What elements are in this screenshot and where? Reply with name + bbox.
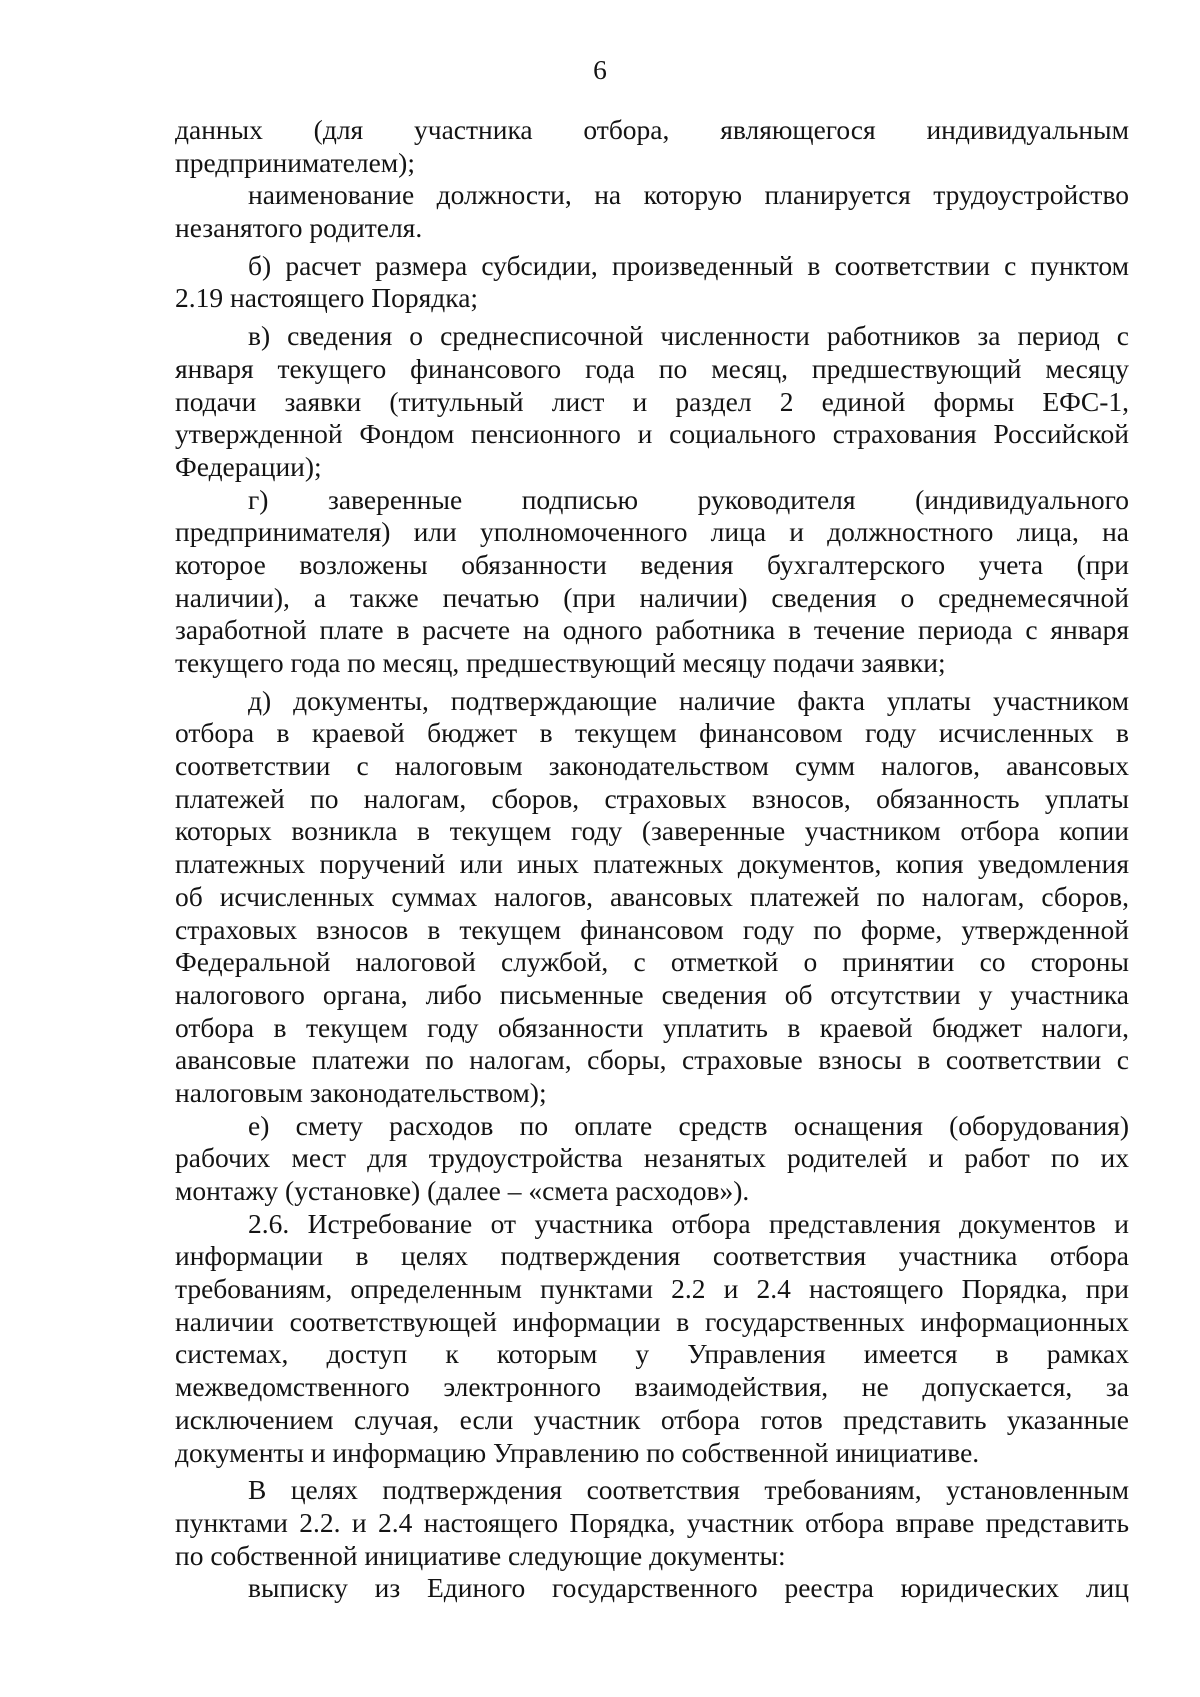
text-line: января текущего финансового года по месяц, предшествующий месяцу (175, 352, 1129, 384)
text-line: В целях подтверждения соответствия требованиям, установленным (248, 1474, 1129, 1506)
text-line: выписку из Единого государственного реестра юридических лиц (248, 1572, 1129, 1604)
text-line: отбора в краевой бюджет в текущем финансовом году исчисленных в (175, 717, 1129, 749)
text-line: страховых взносов в текущем финансовом году по форме, утвержденной (175, 913, 1129, 945)
text-line: документы и информацию Управлению по собственной инициативе. (175, 1436, 980, 1468)
text-line: об исчисленных суммах налогов, авансовых платежей по налогам, сборов, (175, 880, 1129, 912)
text-line: соответствии с налоговым законодательством сумм налогов, авансовых (175, 750, 1129, 782)
text-line: 2.6. Истребование от участника отбора представления документов и (248, 1207, 1129, 1239)
text-line: б) расчет размера субсидии, произведенный в соответствии с пунктом (248, 249, 1129, 281)
text-line: утвержденной Фондом пенсионного и социального страхования Российской (175, 418, 1129, 450)
text-line: в) сведения о среднесписочной численности работников за период с (248, 320, 1129, 352)
text-line: исключением случая, если участник отбора готов представить указанные (175, 1403, 1129, 1435)
text-line: г) заверенные подписью руководителя (индивидуального (248, 483, 1129, 515)
text-line: отбора в текущем году обязанности уплатить в краевой бюджет налоги, (175, 1011, 1129, 1043)
text-line: д) документы, подтверждающие наличие факта уплаты участником (248, 684, 1129, 716)
text-line: текущего года по месяц, предшествующий месяцу подачи заявки; (175, 647, 946, 678)
text-line: наличии), а также печатью (при наличии) сведения о среднемесячной (175, 581, 1129, 613)
text-line: налогового органа, либо письменные сведения об отсутствии у участника (175, 978, 1129, 1010)
text-line: которое возложены обязанности ведения бухгалтерского учета (при (175, 548, 1129, 580)
text-line: наличии соответствующей информации в государственных информационных (175, 1305, 1129, 1337)
text-line: пунктами 2.2. и 2.4 настоящего Порядка, участник отбора вправе представить (175, 1506, 1129, 1538)
text-line: платежных поручений или иных платежных документов, копия уведомления (175, 848, 1129, 880)
text-line: предпринимателем); (175, 146, 415, 178)
text-line: налоговым законодательством); (175, 1076, 547, 1108)
text-line: межведомственного электронного взаимодействия, не допускается, за (175, 1371, 1129, 1403)
text-line: предпринимателя) или уполномоченного лица и должностного лица, на (175, 516, 1129, 548)
document-body (175, 114, 1129, 1605)
text-line: Федерации); (175, 450, 322, 482)
text-line: системах, доступ к которым у Управления имеется в рамках (175, 1338, 1129, 1370)
text-line: которых возникла в текущем году (заверенные участником отбора копии (175, 815, 1129, 847)
text-line: по собственной инициативе следующие документы: (175, 1539, 786, 1571)
text-line: информации в целях подтверждения соответствия участника отбора (175, 1240, 1129, 1272)
text-line: 2.19 настоящего Порядка; (175, 282, 479, 314)
text-line: наименование должности, на которую планируется трудоустройство (248, 179, 1129, 211)
text-line: данных (для участника отбора, являющегося индивидуальным (175, 114, 1129, 145)
text-line: платежей по налогам, сборов, страховых взносов, обязанность уплаты (175, 782, 1129, 814)
text-line: Федеральной налоговой службой, с отметкой о принятии со стороны (175, 946, 1129, 978)
text-line: заработной плате в расчете на одного работника в течение периода с января (175, 614, 1129, 646)
text-line: подачи заявки (титульный лист и раздел 2 единой формы ЕФС-1, (175, 385, 1129, 417)
text-line: монтажу (установке) (далее – «смета расходов»). (175, 1175, 750, 1206)
text-line: е) смету расходов по оплате средств оснащения (оборудования) (248, 1109, 1129, 1141)
text-line: незанятого родителя. (175, 212, 423, 244)
text-line: требованиям, определенным пунктами 2.2 и 2.4 настоящего Порядка, при (175, 1273, 1129, 1305)
text-line: рабочих мест для трудоустройства незанятых родителей и работ по их (175, 1142, 1129, 1174)
text-line: авансовые платежи по налогам, сборы, страховые взносы в соответствии с (175, 1044, 1129, 1076)
page-number: 6 (593, 54, 607, 85)
